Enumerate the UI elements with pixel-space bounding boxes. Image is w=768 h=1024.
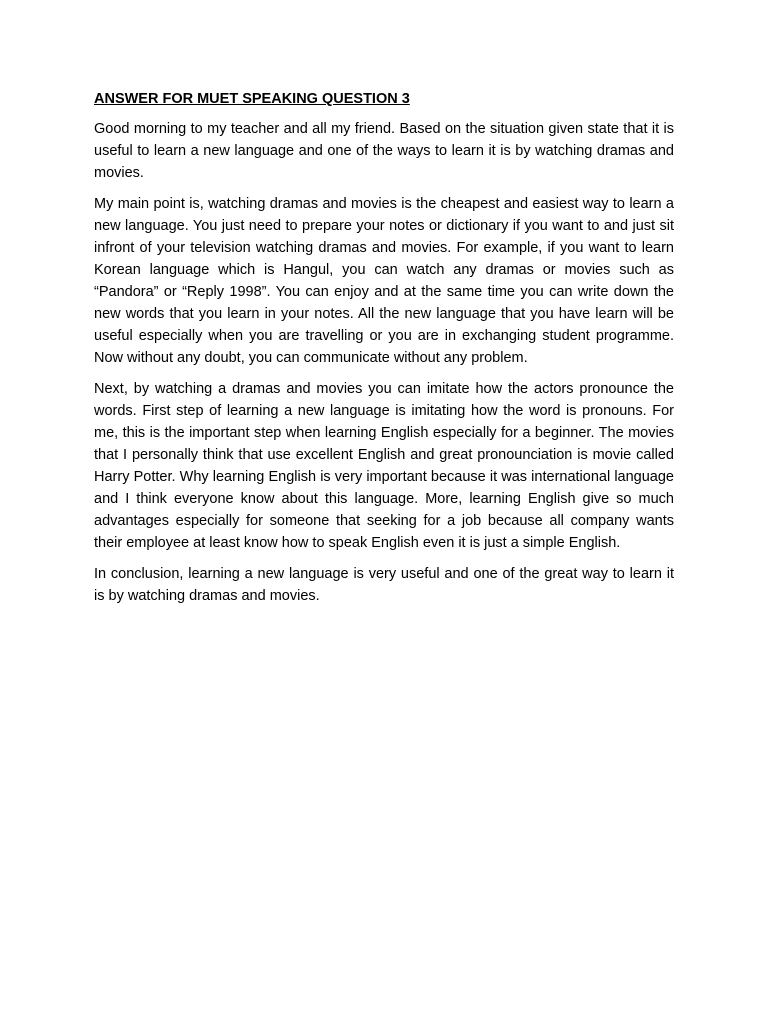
paragraph-conclusion: In conclusion, learning a new language is very useful and one of the great way to learn it is by watching dramas and movies. [94, 566, 674, 604]
document-title: ANSWER FOR MUET SPEAKING QUESTION 3 [94, 91, 410, 107]
paragraph-main-point: My main point is, watching dramas and movies is the cheapest and easiest way to learn a new language. You just need to prepare your notes or dictionary if you want to and just sit infront of your television watching dramas and movies. For example, if you want to learn Korean language which is Hangul, you can watch any dramas or movies such as “Pandora” or “Reply 1998”. You can enjoy and at the same time you can write down the new words that you learn in your notes. All the new language that you have learn will be useful especially when you are travelling or you are in exchanging student programme. Now without any doubt, you can communicate without any problem. [94, 196, 674, 366]
paragraph-second-point: Next, by watching a dramas and movies you can imitate how the actors pronounce the words. First step of learning a new language is imitating how the word is pronouns. For me, this is the important step when learning English especially for a beginner. The movies that I personally think that use excellent English and great pronounciation is movie called Harry Potter. Why learning English is very important because it was international language and I think everyone know about this language. More, learning English give so much advantages especially for someone that seeking for a job because all company wants their employee at least know how to speak English even it is just a simple English. [94, 381, 674, 551]
document-body [94, 88, 674, 616]
paragraph-introduction: Good morning to my teacher and all my friend. Based on the situation given state that it is useful to learn a new language and one of the ways to learn it is by watching dramas and movies. [94, 121, 674, 181]
